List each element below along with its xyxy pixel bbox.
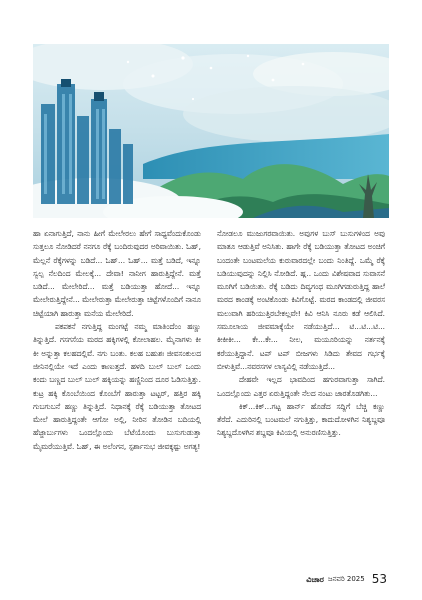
article-right-column	[217, 227, 385, 440]
page-footer	[306, 571, 387, 587]
article-left-column	[33, 227, 201, 453]
article-paragraph: ಪಕಪಕನೆ ನಗುತ್ತಿದ್ದ ಮಂಗಟ್ಟೆ ನಮ್ಮ ಮಾತಿಂದೆಂಂ ಹಣ್ಣು ತಿನ್ನುತ್ತಿದೆ. ಗಸಗಸೆಯ ಮರದ ಹಕ್ಕಿಗಳಲ್ಲಿ ಕೋಲಾಹಲ. ಮೈನಾಗಳು ಕೀ ಕೀ ಅನ್ನುತ್ತಾ ಕಲಹದಲ್ಲಿವೆ. ನಗು ಬಂತು. ಕಲಹ ಬಹುಶಃ ಜೀವಸಂಕುಲದ ಜೀನಿನಲ್ಲಿಯೇ ಇದೆ ಎಂದು ಕಾಣುತ್ತದೆ. ಹಳದಿ ಬುಲ್ ಬುಲ್ ಒಂದು ಕಂದು ಬಣ್ಣದ ಬುಲ್ ಬುಲ್ ಹಕ್ಕಿಯನ್ನು ಹಣ್ಣಿನಿಂದ ದೂರ ಓಡಿಸುತ್ತಿತ್ತು. ಕುಟ್ರ ಹಕ್ಕಿ ಕೊಂಬೆಯಿಂದ ಕೊಂಬೆಗೆ ಹಾರುತ್ತಾ ಟಟ್ಟರ್, ಹತ್ತಿರ ಹಕ್ಕಿ ಗುಬಗುಬನೆ ಹಣ್ಣು ತಿನ್ನುತ್ತಿದೆ. ನಿಧಾನಕ್ಕೆ ರೆಕ್ಕೆ ಬಡಿಯುತ್ತಾ ತೋಟದ ಮೇಲೆ ಹಾರುತ್ತಿದ್ದಂತೇ ಆಗೋ ಅಲ್ಲಿ, ನೀರಿನ ತೋಡಿನ ಬದಿಯಲ್ಲಿ ಹೆಜ್ಜಾರ್ಬುಗಳು ಒಂದಲ್ಲೊಂದು ಬೆಟೆಯೊಂದು ಬುಸುಗುಡುತ್ತಾ ಮೈಮರೆಯುತ್ತಿವೆ. ಓಹ್, ಈ ಅಲೆಂಗನ, ಸ್ಪರ್ಶಾನುಭ ಜೀವಕ್ಕಷ್ಟು ಅಗತ್ಯ!	[33, 322, 201, 451]
issue-date: ಜನವರಿ 2025	[327, 574, 365, 583]
magazine-name: ವಿಚಾರ	[306, 573, 324, 584]
page-number: 53	[371, 572, 387, 586]
article-paragraph: ನೋಡಲೂ ಮುಜುಗರವಾಯಿತು. ಅವುಗಳ ಬುಸ್ ಬುಸುಗಳಿಂದ ಅವು ಮಾತೂ ಆಡುತ್ತಿವೆ ಅನಿಸಿತು. ಹಾಗೇ ರೆಕ್ಕೆ ಬಡಿಯುತ್ತಾ ತೋಟದ ಅಂಚಿಗೆ ಬಂದಂತೇ ಬಂಟಮಲೆಯ ಕುರುವಾರದಲ್ಲೇ ಬಂದು ನಿಂತಿದ್ದೆ. ಒಮ್ಮೆ ರೆಕ್ಕೆ ಬಡಿಯುವುದನ್ನು ನಿಲ್ಲಿಸಿ ನೋಡಿದೆ. ಹ್ಲ.. ಒಂದು ವಿಶೇಷವಾದ ಸುವಾಸನೆ ಮೂಗಿಗೆ ಬಡಿಯಿತು. ರೆಕ್ಕೆ ಬಡಿದು ದಿವ್ಯಗಂಧ ಮೂಗಿಗಡುರುತ್ತಿದ್ದ ಹಾಲೆ ಮರದ ಕಾಂಡಕ್ಕೆ ಅಂಟಿಕೊಂಡು ಕಿವಿಗೊಟ್ಟೆ. ಮರದ ಕಾಂಡದಲ್ಲಿ ಜೀವರಸ ಮಲುವಾಗಿ ಹರಿಯುತ್ತಿರಬೇಕಲ್ಲವೇ! ಕಿವಿ ಆನಿಸಿ ನೂರು ಕಡೆ ಆಲಿಸಿದೆ. ಸಮೂಲಾಯ ಜೀವಮಾಕ್ಕೆಯೇ ನಡೆಯುತ್ತಿದೆ... ಟಿ...ಟಿ...ಟಿ... ಕೀಕೀಕೀ... ಕೇ...ಕೇ... ನೀಲ, ಮಯೂರಿಯನ್ನು ನರ್ತನಕ್ಕೆ ಕರೆಯುತ್ತಿದ್ದಾನೆ. ಟಪ್ ಟಪ್ ಬೀಜಗಳು ಸಿಡಿದು ತೇವದ ಗರ್ಭಕ್ಕೆ ಬೀಳುತ್ತಿವೆ...ನವರಸಗಳ ಲಾಸ್ಯವಿಲ್ಲಿ ನಡೆಯುತ್ತಿದೆ...	[217, 229, 385, 371]
article-paragraph: ಕಿಕ್...ಕಿಕ್...ಗಟ್ಟ ಹಾರ್ನ್ ಹೊಡೆದ ಸದ್ದಿಗೆ ಬೆಚ್ಚಿ ಕಣ್ಣು ತೆರೆದೆ. ಎದುರಿನಲ್ಲಿ ಬಂಟಮಲೆ ನಗುತ್ತಿತ್ತು, ಕಾದುದೋಳಗಿನ ನಿಶ್ಯಬ್ದವೂ ನಿಶ್ಯಬ್ದದೊಳಗಿನ ಶಬ್ದವೂ ಕಿವಿಯಲ್ಲಿ ಅನುರಣಿಸುತ್ತಿತ್ತು.	[217, 401, 385, 438]
article-paragraph: ದೇಹವೇ ಇಲ್ಲದ ಭಾವದಿಂದ ಹಗುರವಾಗುತ್ತಾ ಸಾಗಿದೆ. ಒಂದಲ್ಲೊಂದು ಎತ್ತರ ಏರುತ್ತಿದ್ದಂತೇ ನೆಲದ ನಂಟು ಜಾರತೊಡಗಿತು...	[217, 375, 385, 398]
city-in-clouds-illustration	[33, 44, 389, 218]
article-paragraph: ಹಾ ಏನಾಗುತ್ತಿದೆ, ನಾನು ಹೀಗೆ ಮೇಲೇರಲು ಹೇಗೆ ಸಾಧ್ಯವೆಂದುಕೊಂಡು ಸುತ್ತಲೂ ನೋಡಿದರೆ ನನಗೂ ರೆಕ್ಕೆ ಬಂದಿರುವುದರ ಅರಿವಾಯಿತು. ಓಹ್, ಮೆಲ್ಲನೆ ರೆಕ್ಕೆಗಳನ್ನು ಬಡಿದೆ... ಓಹ್... ಓಹ್... ಮತ್ತೆ ಬಡಿದೆ, ಇನ್ನೂ ಸ್ವಲ್ಪ ನೆಲದಿಂದ ಮೇಲಕ್ಕೆ... ದೇವಾ! ನಾನೀಗ ಹಾರುತ್ತಿದ್ದೇನೆ. ಮತ್ತೆ ಬಡಿದೆ... ಮೇಲೇರಿದೆ... ಮತ್ತೆ ಬಡಿಯುತ್ತಾ ಹೋದೆ... ಇನ್ನೂ ಮೇಲೇರುತ್ತಿದ್ದೇನೆ... ಮೇಲೇರುತ್ತಾ ಮೇಲೇರುತ್ತಾ ಚಿಟ್ಟೆಗಳೊಂದಿಗೆ ನಾನೂ ಚಿಟ್ಟೆಯಾಗಿ ಹಾರುತ್ತಾ ಮನೆಯ ಮೇಲೇರಿದೆ.	[33, 229, 201, 318]
